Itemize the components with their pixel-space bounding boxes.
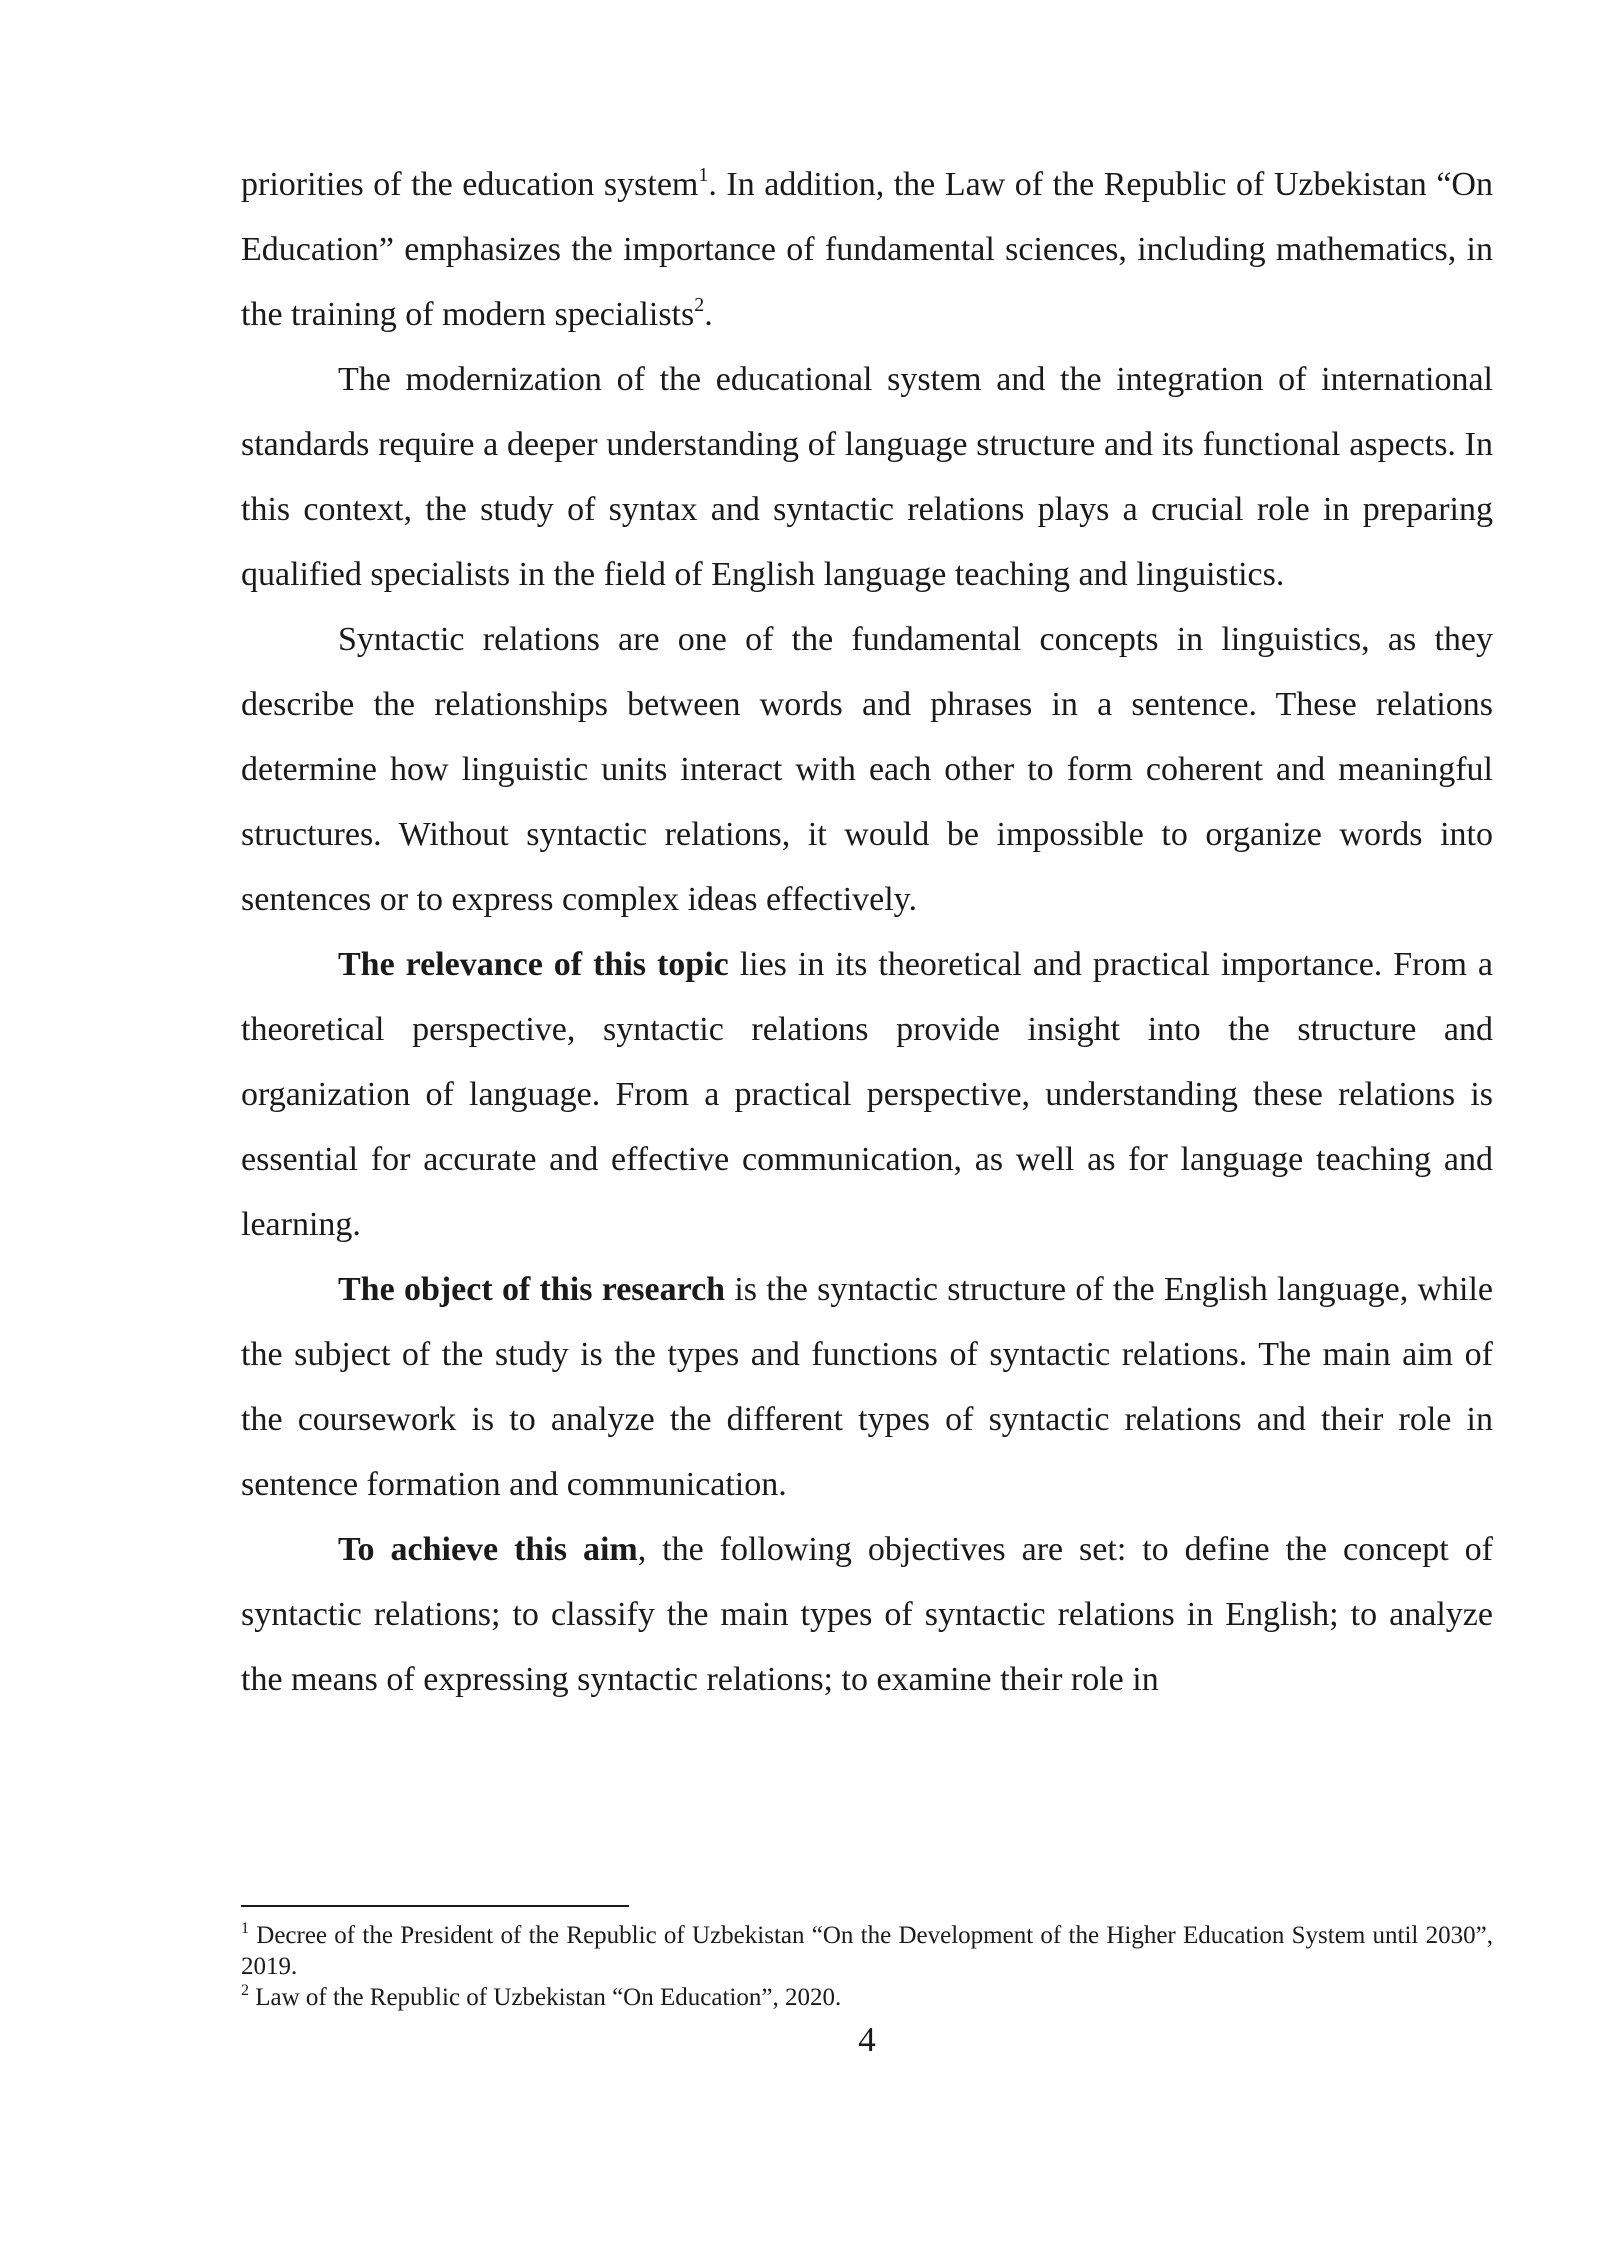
footnote-marker-1: 1 [241, 1919, 249, 1937]
footnote-2-text: Law of the Republic of Uzbekistan “On Education”, 2020. [249, 1984, 842, 2011]
paragraph-1-text-a: priorities of the education system [241, 166, 699, 203]
paragraph-4-bold-lead: The relevance of this topic [338, 946, 729, 983]
paragraph-4 [241, 932, 1493, 1257]
footnote-1 [241, 1920, 1493, 1982]
paragraph-1-text-c: . [704, 296, 713, 333]
footnote-1-text: Decree of the President of the Republic of Uzbekistan “On the Development of the Higher Education System until 2030”, 2019. [241, 1922, 1493, 1980]
paragraph-5 [241, 1257, 1493, 1517]
paragraph-6-bold-lead: To achieve this aim [338, 1531, 638, 1568]
page-number: 4 [858, 2020, 876, 2059]
footnotes [241, 1920, 1493, 2013]
footnote-marker-2: 2 [241, 1981, 249, 1999]
footnote-separator [241, 1905, 629, 1907]
body-text [241, 152, 1493, 1712]
paragraph-6-text: , the following objectives are set: to define the concept of syntactic relations; to classify the main types of syntactic relations in English; to analyze the means of expressing syntactic relations; to examine their role in [241, 1531, 1493, 1698]
paragraph-1 [241, 152, 1493, 347]
footnote-ref-1[interactable]: 1 [698, 163, 709, 186]
paragraph-5-bold-lead: The object of this research [338, 1271, 726, 1308]
paragraph-5-text: is the syntactic structure of the English language, while the subject of the study is the types and functions of syntactic relations. The main aim of the coursework is to analyze the different types of syntactic relations and their role in sentence formation and communication. [241, 1271, 1493, 1503]
paragraph-2: The modernization of the educational system and the integration of international standards require a deeper understanding of language structure and its functional aspects. In this context, the study of syntax and syntactic relations plays a crucial role in preparing qualified specialists in the field of English language teaching and linguistics. [241, 361, 1493, 593]
paragraph-3: Syntactic relations are one of the fundamental concepts in linguistics, as they describe the relationships between words and phrases in a sentence. These relations determine how linguistic units interact with each other to form coherent and meaningful structures. Without syntactic relations, it would be impossible to organize words into sentences or to express complex ideas effectively. [241, 621, 1493, 918]
footnote-2 [241, 1982, 1493, 2013]
paragraph-1-text-b: . In addition, the Law of the Republic of Uzbekistan “On Education” emphasizes the importance of fundamental sciences, including mathematics, in the training of modern specialists [241, 166, 1493, 333]
paragraph-6 [241, 1517, 1493, 1712]
paragraph-4-text: lies in its theoretical and practical importance. From a theoretical perspective, syntactic relations provide insight into the structure and organization of language. From a practical perspective, understanding these relations is essential for accurate and effective communication, as well as for language teaching and learning. [241, 946, 1493, 1243]
footnote-ref-2[interactable]: 2 [694, 293, 705, 316]
